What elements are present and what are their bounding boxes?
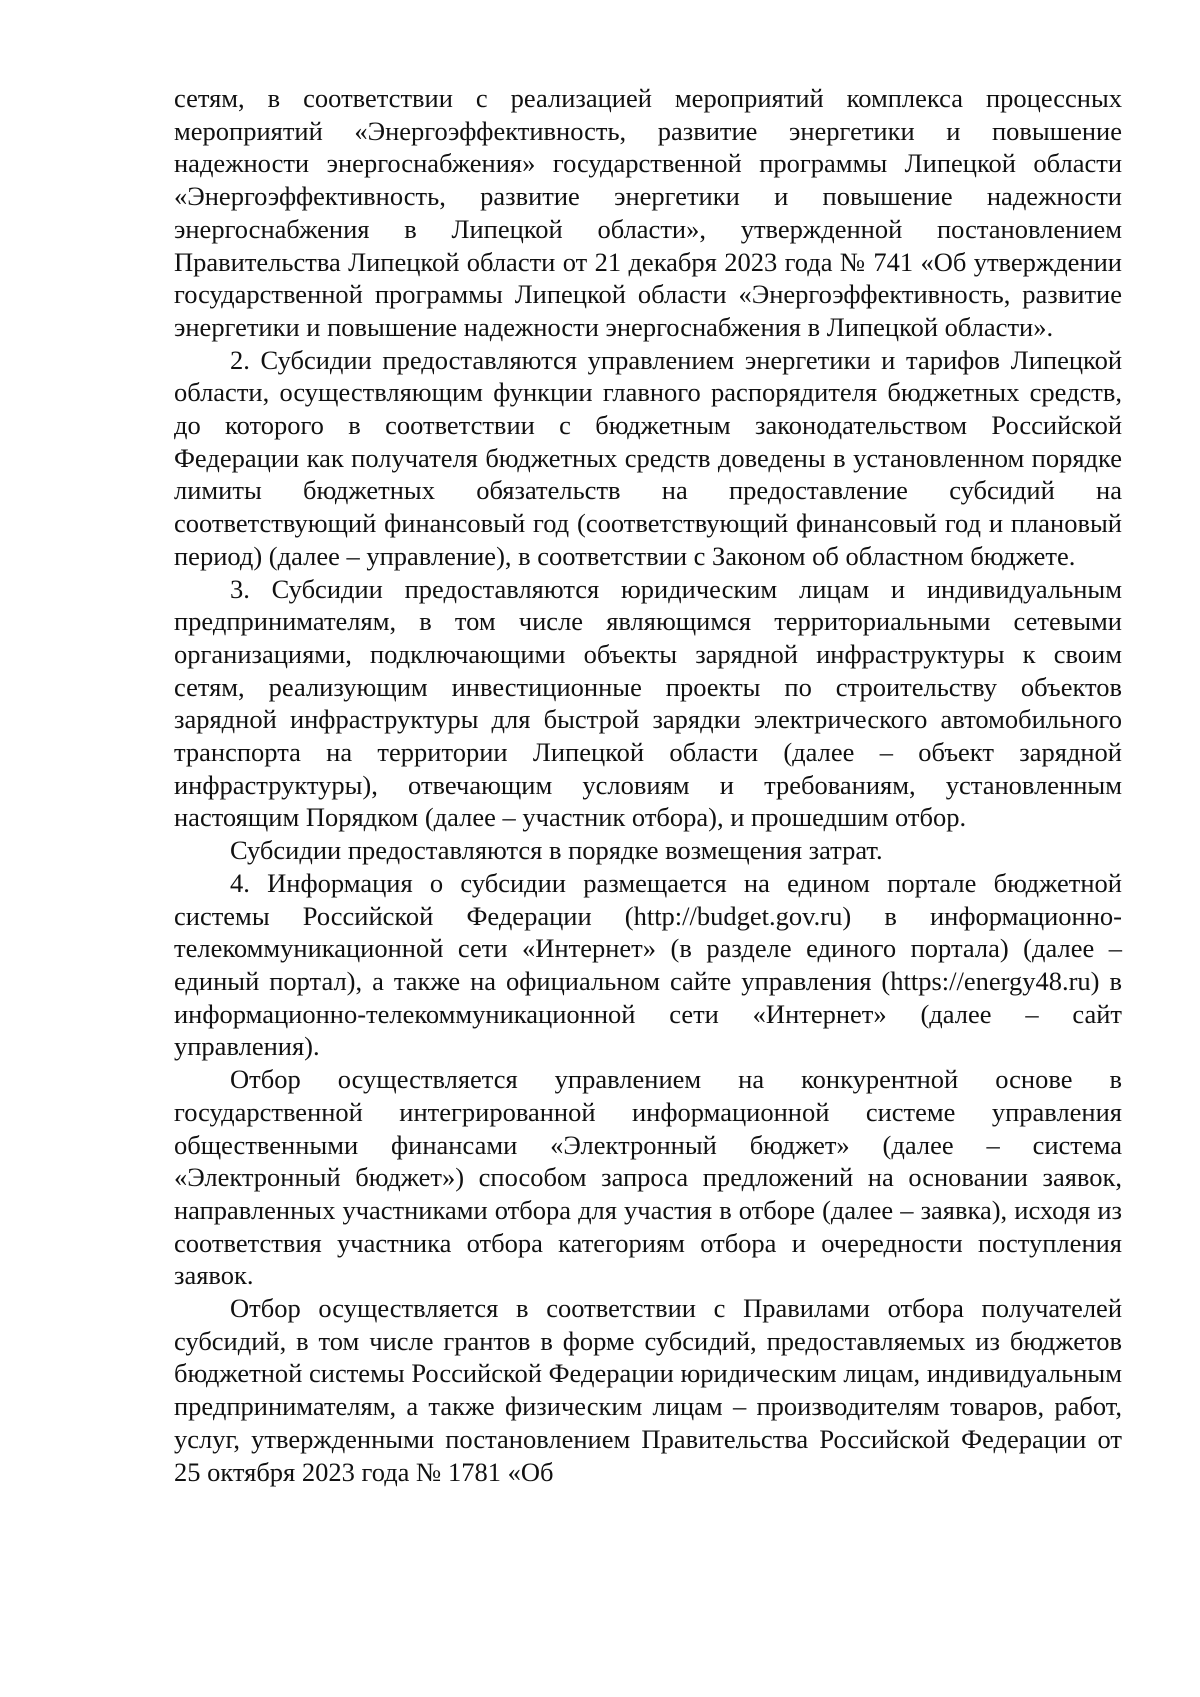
paragraph-2-subsidy-provider: 2. Субсидии предоставляются управлением энергетики и тарифов Липецкой области, осуществляющим функции главного распорядителя бюджетных средств, до которого в соответствии с бюджетным законодательством Российской Федерации как получателя бюджетных средств доведены в установленном порядке лимиты бюджетных обязательств на предоставление субсидий на соответствующий финансовый год (соответствующий финансовый год и плановый период) (далее – управление), в соответствии с Законом об областном бюджете. xyxy=(174,344,1122,571)
paragraph-selection-procedure: Отбор осуществляется управлением на конкурентной основе в государственной интегрированной информационной системе управления общественными финансами «Электронный бюджет» (далее – система «Электронный бюджет») способом запроса предложений на основании заявок, направленных участниками отбора для участия в отборе (далее – заявка), исходя из соответствия участника отбора категориям отбора и очередности поступления заявок. xyxy=(174,1064,1122,1291)
paragraph-cost-reimbursement: Субсидии предоставляются в порядке возмещения затрат. xyxy=(230,835,883,866)
paragraph-selection-rules: Отбор осуществляется в соответствии с Правилами отбора получателей субсидий, в том числе грантов в форме субсидий, предоставляемых из бюджетов бюджетной системы Российской Федерации юридическим лицам, индивидуальным предпринимателям, а также физическим лицам – производителям товаров, работ, услуг, утвержденными постановлением Правительства Российской Федерации от 25 октября 2023 года № 1781 «Об xyxy=(174,1293,1122,1487)
paragraph-3-subsidy-recipients: 3. Субсидии предоставляются юридическим лицам и индивидуальным предпринимателям, в том числе являющимся территориальными сетевыми организациями, подключающими объекты зарядной инфраструктуры к своим сетям, реализующим инвестиционные проекты по строительству объектов зарядной инфраструктуры для быстрой зарядки электрического автомобильного транспорта на территории Липецкой области (далее – объект зарядной инфраструктуры), отвечающим условиям и требованиям, установленным настоящим Порядком (далее – участник отбора), и прошедшим отбор. xyxy=(174,573,1122,833)
paragraph-4-information: 4. Информация о субсидии размещается на едином портале бюджетной системы Российской Федерации (http://budget.gov.ru) в информационно-телекоммуникационной сети «Интернет» (в разделе единого портала) (далее – единый портал), а также на официальном сайте управления (https://energy48.ru) в информационно-телекоммуникационной сети «Интернет» (далее – сайт управления). xyxy=(174,867,1122,1062)
paragraph-continuation: сетям, в соответствии с реализацией мероприятий комплекса процессных мероприятий «Энергоэффективность, развитие энергетики и повышение надежности энергоснабжения» государственной программы Липецкой области «Энергоэффективность, развитие энергетики и повышение надежности энергоснабжения в Липецкой области», утвержденной постановлением Правительства Липецкой области от 21 декабря 2023 года № 741 «Об утверждении государственной программы Липецкой области «Энергоэффективность, развитие энергетики и повышение надежности энергоснабжения в Липецкой области». xyxy=(174,83,1122,342)
document-page xyxy=(174,82,1122,1488)
